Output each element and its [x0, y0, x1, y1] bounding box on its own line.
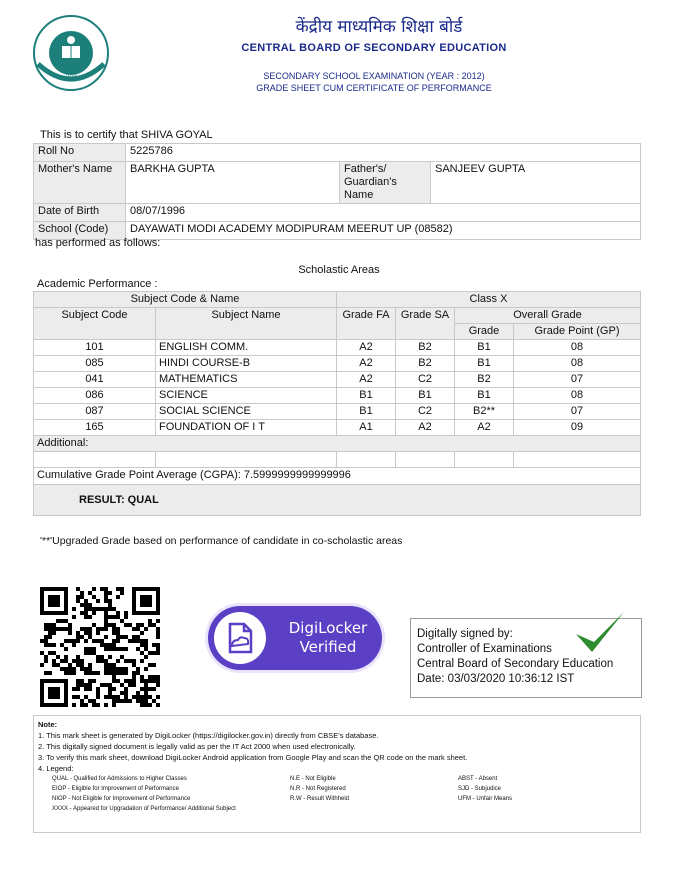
legend-entry: EIOP - Eligible for Improvement of Performance: [52, 786, 179, 792]
overall-grade: B1: [455, 340, 514, 356]
dob-value: 08/07/1996: [126, 204, 641, 222]
grade-sa: A2: [396, 420, 455, 436]
grade-point: 08: [514, 340, 641, 356]
signature-line2: Controller of Examinations: [417, 643, 552, 655]
exam-title: SECONDARY SCHOOL EXAMINATION (YEAR : 2012): [263, 71, 485, 81]
subject-name: MATHEMATICS: [156, 372, 337, 388]
overall-grade: B1: [455, 356, 514, 372]
overall-grade: A2: [455, 420, 514, 436]
digilocker-icon: [214, 612, 266, 664]
grade-sa: B2: [396, 356, 455, 372]
subject-row: [34, 388, 641, 404]
grade-fa: A2: [337, 372, 396, 388]
mother-value: BARKHA GUPTA: [126, 162, 340, 204]
student-info-table: [33, 143, 641, 240]
legend-table: [48, 774, 516, 814]
subject-name: ENGLISH COMM.: [156, 340, 337, 356]
dob-label: Date of Birth: [34, 204, 126, 222]
overall-grade: B1: [455, 388, 514, 404]
certificate-title: GRADE SHEET CUM CERTIFICATE OF PERFORMANCE: [256, 83, 492, 93]
digilocker-line2: Verified: [299, 638, 357, 656]
col-grade-sa: Grade SA: [396, 308, 455, 340]
overall-grade: B2**: [455, 404, 514, 420]
legend-entry: [454, 804, 516, 814]
subject-code: 165: [34, 420, 156, 436]
col-subject-code: Subject Code: [34, 308, 156, 340]
certify-line: [40, 129, 213, 141]
digilocker-text: [278, 619, 378, 657]
legend-entry: R.W - Result Withheld: [290, 796, 350, 802]
mother-label: Mother's Name: [34, 162, 126, 204]
father-label-line1: Father's/: [344, 163, 387, 175]
subject-code: 087: [34, 404, 156, 420]
subject-group-header: Subject Code & Name: [34, 292, 337, 308]
note-item: 3. To verify this mark sheet, download DigiLocker Android application from Google Play and scan the QR code on the mark sheet.: [38, 753, 468, 762]
subject-code: 086: [34, 388, 156, 404]
subject-code: 085: [34, 356, 156, 372]
logo-motto: भारत: [65, 71, 77, 78]
digilocker-line1: DigiLocker: [288, 619, 368, 637]
class-header: Class X: [337, 292, 641, 308]
grade-sa: B2: [396, 340, 455, 356]
grade-fa: B1: [337, 404, 396, 420]
qr-code[interactable]: [40, 587, 160, 707]
grade-sa: B1: [396, 388, 455, 404]
board-name-hindi: केंद्रीय माध्यमिक शिक्षा बोर्ड: [295, 17, 463, 37]
legend-entry: XXXX - Appeared for Upgradation of Performance/ Additional Subject: [52, 806, 236, 812]
school-label: School (Code): [34, 222, 126, 240]
performed-text: has performed as follows:: [35, 237, 161, 249]
note-item: 2. This digitally signed document is legally valid as per the IT Act 2000 when used electronically.: [38, 742, 356, 751]
digilocker-verified-badge: [208, 606, 382, 670]
subject-name: SOCIAL SCIENCE: [156, 404, 337, 420]
grade-fa: A2: [337, 340, 396, 356]
subject-name: HINDI COURSE-B: [156, 356, 337, 372]
subject-row: [34, 404, 641, 420]
subject-code: 101: [34, 340, 156, 356]
board-name: CENTRAL BOARD OF SECONDARY EDUCATION: [241, 42, 507, 54]
subject-name: FOUNDATION OF I T: [156, 420, 337, 436]
subject-row: [34, 356, 641, 372]
signature-line3: Central Board of Secondary Education: [417, 658, 614, 670]
performance-table: [33, 291, 641, 516]
col-grade-fa: Grade FA: [337, 308, 396, 340]
grade-fa: A2: [337, 356, 396, 372]
legend-entry: SJD - Subjudice: [458, 786, 502, 792]
grade-point: 08: [514, 356, 641, 372]
signature-date: Date: 03/03/2020 10:36:12 IST: [417, 673, 575, 685]
subject-row: [34, 340, 641, 356]
student-name: SHIVA GOYAL: [140, 129, 213, 141]
result-row: RESULT: QUAL: [34, 485, 641, 516]
legend-entry: ABST - Absent: [458, 776, 498, 782]
academic-label: Academic Performance :: [37, 278, 158, 290]
grade-point: 08: [514, 388, 641, 404]
grade-fa: B1: [337, 388, 396, 404]
legend-entry: NIOP - Not Eligible for Improvement of Performance: [52, 796, 191, 802]
legend-entry: UFM - Unfair Means: [458, 796, 513, 802]
legend-entry: QUAL - Qualified for Admissions to Higher Classes: [52, 776, 187, 782]
father-label: [340, 162, 431, 204]
overall-grade: B2: [455, 372, 514, 388]
subject-row: [34, 372, 641, 388]
additional-label: Additional:: [34, 436, 641, 452]
note-item: 1. This mark sheet is generated by DigiLocker (https://digilocker.gov.in) directly from CBSE's database.: [38, 731, 379, 740]
col-grade: Grade: [455, 324, 514, 340]
note-item: 4. Legend:: [38, 764, 74, 773]
signature-line1: Digitally signed by:: [417, 628, 513, 640]
scholastic-title: Scholastic Areas: [298, 264, 380, 276]
roll-value: 5225786: [126, 144, 641, 162]
grade-sa: C2: [396, 404, 455, 420]
certify-prefix: This is to certify that: [40, 129, 138, 141]
col-subject-name: Subject Name: [156, 308, 337, 340]
col-gp: Grade Point (GP): [514, 324, 641, 340]
subject-row: [34, 420, 641, 436]
grade-fa: A1: [337, 420, 396, 436]
subject-name: SCIENCE: [156, 388, 337, 404]
grade-point: 09: [514, 420, 641, 436]
grade-sa: C2: [396, 372, 455, 388]
legend-entry: [286, 804, 454, 814]
cgpa-row: Cumulative Grade Point Average (CGPA): 7.5999999999999996: [34, 468, 641, 485]
father-value: SANJEEV GUPTA: [431, 162, 641, 204]
legend-entry: N.E - Not Eligible: [290, 776, 336, 782]
notes-box: [33, 715, 641, 833]
father-label-line2: Guardian's Name: [344, 176, 397, 201]
upgrade-footnote: '**'Upgraded Grade based on performance of candidate in co-scholastic areas: [40, 535, 403, 547]
legend-entry: N.R - Not Registered: [290, 786, 346, 792]
roll-label: Roll No: [34, 144, 126, 162]
grade-point: 07: [514, 404, 641, 420]
school-value: DAYAWATI MODI ACADEMY MODIPURAM MEERUT UP (08582): [126, 222, 641, 240]
check-icon: [572, 608, 628, 658]
notes-title: Note:: [38, 720, 58, 729]
grade-point: 07: [514, 372, 641, 388]
col-overall: Overall Grade: [455, 308, 641, 324]
subject-code: 041: [34, 372, 156, 388]
